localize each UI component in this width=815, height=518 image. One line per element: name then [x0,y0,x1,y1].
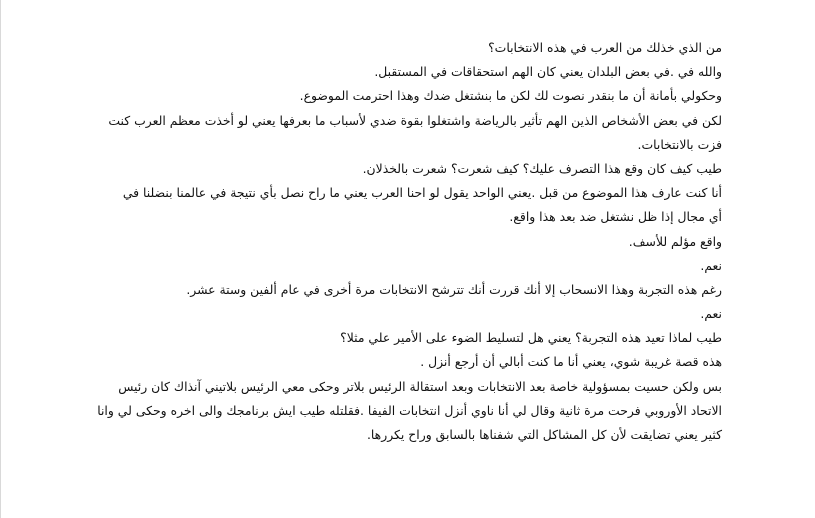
text-line: واقع مؤلم للأسف. [628,233,722,249]
text-line: هذه قصة غريبة شوي، يعني أنا ما كنت أبالي أن أرجع أنزل . [420,354,722,370]
text-line: كثير يعني تضايقت لأن كل المشاكل التي شفناها بالسابق وراح يكررها. [366,427,722,442]
text-line: طيب كيف كان وقع هذا التصرف عليك؟ كيف شعرت؟ شعرت بالخذلان. [362,160,722,176]
text-line: رغم هذه التجربة وهذا الانسحاب إلا أنك قررت أنك تترشح الانتخابات مرة أخرى في عام ألفين وستة عشر. [186,281,722,297]
text-line: بس ولكن حسيت بمسؤولية خاصة بعد الانتخابات وبعد استقالة الرئيس بلاتر وحكى معي الرئيس بلاتيني آنذاك كان رئيس [118,378,722,394]
text-line: والله في .في بعض البلدان يعني كان الهم استحقاقات في المستقبل. [374,64,722,80]
text-line: فزت بالانتخابات. [637,136,722,152]
text-line: طيب لماذا تعيد هذه التجربة؟ يعني هل لتسليط الضوء على الأمير علي مثلا؟ [340,330,722,346]
text-line: أنا كنت عارف هذا الموضوع من قبل .يعني الواحد يقول لو احنا العرب يعني ما راح نصل بأي نتيجة في عالمنا بنضلنا في [122,185,722,201]
text-line: نعم. [700,306,722,322]
text-line: نعم. [700,257,722,273]
text-line: وحكولي بأمانة أن ما بنقدر نصوت لك لكن ما بنشتغل ضدك وهذا احترمت الموضوع. [299,88,722,104]
text-line: الاتحاد الأوروبي فرحت مرة ثانية وقال لي أنا ناوي أنزل انتخابات الفيفا .فقلتله طيب ايش برنامجك والى اخره وحكى لي وانا [97,402,722,418]
text-line: لكن في بعض الأشخاص الذين الهم تأثير بالرياضة واشتغلوا بقوة ضدي لأسباب ما بعرفها يعني لو أخذت معظم العرب كنت [108,112,722,128]
text-line: من الذي خذلك من العرب في هذه الانتخابات؟ [488,40,722,55]
document-body [96,36,722,447]
text-line: أي مجال إذا ظل نشتغل ضد بعد هذا واقع. [509,209,722,225]
